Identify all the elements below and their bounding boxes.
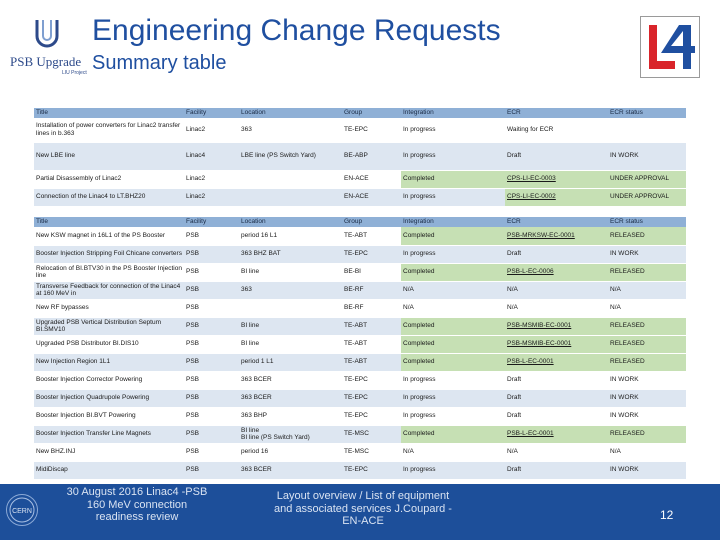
- table-row: [34, 407, 686, 425]
- table-row: [34, 170, 686, 188]
- table-cell: Draft: [505, 461, 608, 479]
- table-cell: TE-MSC: [342, 443, 401, 461]
- table-cell: TE-EPC: [342, 118, 401, 142]
- ecr-table-linac: [34, 108, 686, 207]
- column-header: Group: [342, 108, 401, 118]
- svg-text:CERN: CERN: [12, 508, 32, 515]
- table-row: [34, 142, 686, 170]
- table-cell: Linac2: [184, 170, 239, 188]
- table-cell: In progress: [401, 461, 505, 479]
- table-cell: Waiting for ECR: [505, 118, 608, 142]
- table-cell: Completed: [401, 425, 505, 443]
- column-header: ECR status: [608, 108, 686, 118]
- table-cell: TE-EPC: [342, 389, 401, 407]
- table-cell: New LBE line: [34, 142, 184, 170]
- column-header: Title: [34, 217, 184, 227]
- table-cell: PSB-MSMIB-EC-0001: [505, 317, 608, 335]
- table-cell: N/A: [608, 443, 686, 461]
- table-cell: Draft: [505, 389, 608, 407]
- table-cell: N/A: [401, 281, 505, 299]
- table-cell: N/A: [608, 281, 686, 299]
- column-header: ECR: [505, 108, 608, 118]
- table-cell: UNDER APPROVAL: [608, 188, 686, 206]
- logo-psb-upgrade: [6, 18, 86, 78]
- column-header: Integration: [401, 217, 505, 227]
- table-cell: PSB-L-EC-0001: [505, 353, 608, 371]
- table-cell: [239, 299, 342, 317]
- table-cell: Booster Injection Transfer Line Magnets: [34, 425, 184, 443]
- table-cell: PSB-L-EC-0006: [505, 263, 608, 281]
- column-header: Group: [342, 217, 401, 227]
- table-cell: PSB: [184, 281, 239, 299]
- table-cell: RELEASED: [608, 353, 686, 371]
- table-cell: Linac2: [184, 118, 239, 142]
- table-cell: Linac2: [184, 188, 239, 206]
- table-cell: TE-EPC: [342, 461, 401, 479]
- table-cell: PSB: [184, 425, 239, 443]
- table-cell: BE-ABP: [342, 142, 401, 170]
- table-cell: BE-BI: [342, 263, 401, 281]
- table-cell: Booster Injection Corrector Powering: [34, 371, 184, 389]
- table-cell: 363 BHP: [239, 407, 342, 425]
- table-cell: Draft: [505, 245, 608, 263]
- table-row: [34, 227, 686, 245]
- column-header: Facility: [184, 217, 239, 227]
- table-row: [34, 317, 686, 335]
- table-cell: PSB: [184, 299, 239, 317]
- table-cell: CPS-LI-EC-0003: [505, 170, 608, 188]
- linac4-logo-icon: [641, 17, 699, 77]
- table-cell: In progress: [401, 407, 505, 425]
- table-cell: IN WORK: [608, 142, 686, 170]
- cern-logo: [6, 494, 38, 526]
- table-cell: In progress: [401, 188, 505, 206]
- table-cell: [608, 118, 686, 142]
- table-row: [34, 245, 686, 263]
- table-cell: Booster Injection Quadrupole Powering: [34, 389, 184, 407]
- table-cell: Completed: [401, 170, 505, 188]
- table-cell: 363: [239, 281, 342, 299]
- table-cell: N/A: [401, 299, 505, 317]
- table-cell: MidiDiscap: [34, 461, 184, 479]
- table-row: [34, 353, 686, 371]
- ecr-table-psb: [34, 217, 686, 480]
- table-cell: BI line: [239, 317, 342, 335]
- table-cell: RELEASED: [608, 317, 686, 335]
- logo-psb-text: PSB Upgrade: [10, 54, 82, 69]
- table-header-row: [34, 108, 686, 118]
- table-cell: BI line: [239, 335, 342, 353]
- table-cell: TE-ABT: [342, 353, 401, 371]
- table-cell: N/A: [608, 299, 686, 317]
- table-cell: Completed: [401, 317, 505, 335]
- table-cell: Upgraded PSB Distributor BI.DIS10: [34, 335, 184, 353]
- footer-center-text: Layout overview / List of equipment and associated services J.Coupard - EN-ACE: [274, 490, 452, 528]
- table-cell: 363 BHZ BAT: [239, 245, 342, 263]
- table-row: [34, 118, 686, 142]
- table-cell: Completed: [401, 353, 505, 371]
- table-cell: PSB: [184, 461, 239, 479]
- table-cell: RELEASED: [608, 335, 686, 353]
- table-cell: TE-ABT: [342, 317, 401, 335]
- table-cell: period 16: [239, 443, 342, 461]
- table-cell: 363 BCER: [239, 461, 342, 479]
- column-header: Location: [239, 108, 342, 118]
- table-cell: In progress: [401, 118, 505, 142]
- table-row: [34, 443, 686, 461]
- table-cell: 363 BCER: [239, 371, 342, 389]
- table-cell: In progress: [401, 389, 505, 407]
- table-cell: Installation of power converters for Linac2 transfer lines in b.363: [34, 118, 184, 142]
- table-cell: N/A: [505, 281, 608, 299]
- column-header: Title: [34, 108, 184, 118]
- table-cell: Upgraded PSB Vertical Distribution Septum BI.SMV10: [34, 317, 184, 335]
- table-cell: 363: [239, 118, 342, 142]
- table-cell: RELEASED: [608, 425, 686, 443]
- table-cell: TE-ABT: [342, 335, 401, 353]
- table-cell: CPS-LI-EC-0002: [505, 188, 608, 206]
- table-cell: In progress: [401, 371, 505, 389]
- table-cell: BI line: [239, 263, 342, 281]
- column-header: ECR: [505, 217, 608, 227]
- table-cell: BE-RF: [342, 299, 401, 317]
- footer-date-text: 30 August 2016 Linac4 -PSB 160 MeV connection readiness review: [66, 486, 208, 524]
- table-cell: PSB: [184, 389, 239, 407]
- table-cell: Draft: [505, 142, 608, 170]
- table-cell: IN WORK: [608, 371, 686, 389]
- table-cell: Completed: [401, 335, 505, 353]
- table-cell: BE-RF: [342, 281, 401, 299]
- page-title: Engineering Change Requests: [92, 14, 501, 47]
- table-cell: PSB: [184, 245, 239, 263]
- table-cell: Booster Injection BI.BVT Powering: [34, 407, 184, 425]
- table-cell: N/A: [401, 443, 505, 461]
- table-cell: period 1 L1: [239, 353, 342, 371]
- table-cell: PSB: [184, 353, 239, 371]
- cern-logo-icon: [7, 495, 37, 525]
- table-cell: Connection of the Linac4 to LT.BHZ20: [34, 188, 184, 206]
- column-header: Location: [239, 217, 342, 227]
- table-row: [34, 389, 686, 407]
- psb-u-icon: [34, 18, 60, 52]
- table-row: [34, 299, 686, 317]
- table-cell: N/A: [505, 443, 608, 461]
- table-cell: UNDER APPROVAL: [608, 170, 686, 188]
- table-row: [34, 281, 686, 299]
- table-row: [34, 425, 686, 443]
- table-cell: IN WORK: [608, 407, 686, 425]
- table-cell: Draft: [505, 407, 608, 425]
- table-cell: RELEASED: [608, 263, 686, 281]
- table-cell: New RF bypasses: [34, 299, 184, 317]
- table-cell: IN WORK: [608, 389, 686, 407]
- table-row: [34, 461, 686, 479]
- table-cell: New BHZ.INJ: [34, 443, 184, 461]
- table-cell: TE-EPC: [342, 245, 401, 263]
- table-cell: TE-EPC: [342, 371, 401, 389]
- table-cell: TE-ABT: [342, 227, 401, 245]
- table-cell: In progress: [401, 142, 505, 170]
- table-cell: PSB-L-EC-0001: [505, 425, 608, 443]
- table-cell: Linac4: [184, 142, 239, 170]
- column-header: ECR status: [608, 217, 686, 227]
- table-cell: BI line BI line (PS Switch Yard): [239, 425, 342, 443]
- table-cell: TE-MSC: [342, 425, 401, 443]
- table-cell: PSB: [184, 443, 239, 461]
- column-header: Integration: [401, 108, 505, 118]
- table-header-row: [34, 217, 686, 227]
- table-cell: TE-EPC: [342, 407, 401, 425]
- table-cell: EN-ACE: [342, 170, 401, 188]
- table-row: [34, 335, 686, 353]
- table-cell: N/A: [505, 299, 608, 317]
- table-row: [34, 263, 686, 281]
- table-cell: New KSW magnet in 16L1 of the PS Booster: [34, 227, 184, 245]
- table-cell: LBE line (PS Switch Yard): [239, 142, 342, 170]
- page-number: 12: [660, 508, 674, 522]
- table-cell: IN WORK: [608, 461, 686, 479]
- table-cell: New Injection Region 1L1: [34, 353, 184, 371]
- logo-psb-subtext: LIU Project: [62, 70, 87, 76]
- table-cell: Booster Injection Stripping Foil Chicane converters: [34, 245, 184, 263]
- table-cell: [239, 188, 342, 206]
- table-cell: Draft: [505, 371, 608, 389]
- table-cell: period 16 L1: [239, 227, 342, 245]
- logo-linac4: [640, 16, 700, 78]
- table-cell: EN-ACE: [342, 188, 401, 206]
- table-cell: PSB-MSMIB-EC-0001: [505, 335, 608, 353]
- page-subtitle: Summary table: [92, 52, 227, 74]
- table-cell: Transverse Feedback for connection of the Linac4 at 160 MeV in: [34, 281, 184, 299]
- table-cell: PSB: [184, 335, 239, 353]
- table-cell: Completed: [401, 263, 505, 281]
- table-cell: Partial Disassembly of Linac2: [34, 170, 184, 188]
- table-cell: 363 BCER: [239, 389, 342, 407]
- column-header: Facility: [184, 108, 239, 118]
- table-cell: PSB: [184, 371, 239, 389]
- table-row: [34, 188, 686, 206]
- table-cell: PSB: [184, 407, 239, 425]
- table-cell: PSB-MRKSW-EC-0001: [505, 227, 608, 245]
- table-cell: PSB: [184, 317, 239, 335]
- table-cell: RELEASED: [608, 227, 686, 245]
- table-cell: In progress: [401, 245, 505, 263]
- table-cell: PSB: [184, 227, 239, 245]
- footer-bar: [0, 484, 720, 540]
- table-cell: [239, 170, 342, 188]
- table-cell: PSB: [184, 263, 239, 281]
- table-cell: IN WORK: [608, 245, 686, 263]
- table-cell: Relocation of BI.BTV30 in the PS Booster Injection line: [34, 263, 184, 281]
- table-cell: Completed: [401, 227, 505, 245]
- table-row: [34, 371, 686, 389]
